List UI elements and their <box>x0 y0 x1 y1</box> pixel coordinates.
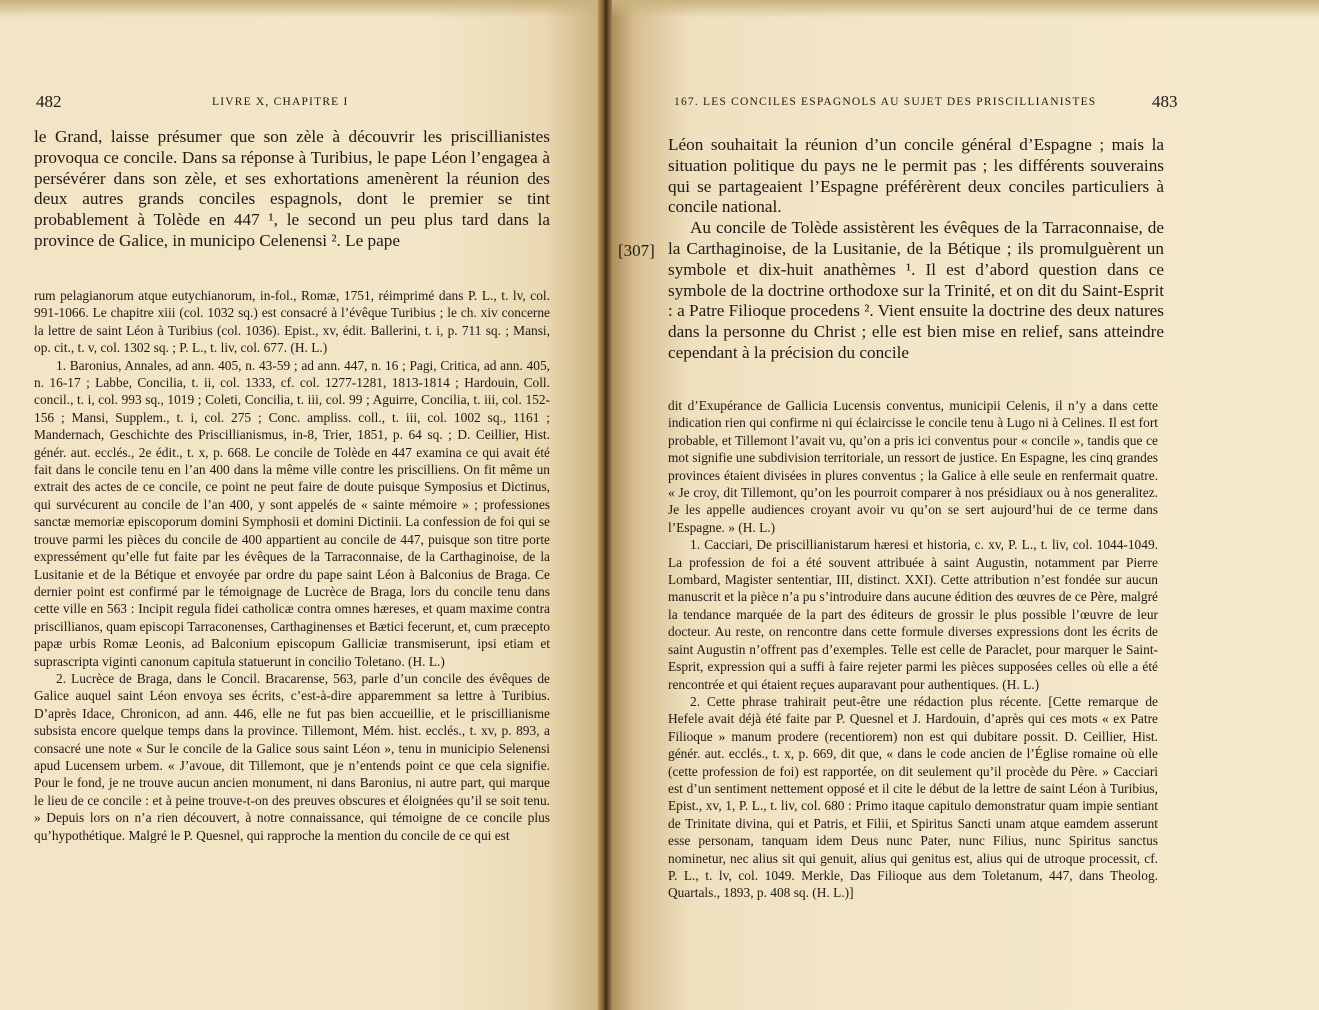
footnote-2: 2. Lucrèce de Braga, dans le Concil. Bracarense, 563, parle d’un concile des évêques de Galice auquel saint Léon envoya ses écrits, c’est-à-dire apparemment sa lettre à Turibius. D’après Idace, Chronicon, ad ann. 446, elle ne fut pas bien accueillie, et le priscillianisme subsista encore quelque temps dans la province. Tillemont, Mém. hist. ecclés., t. xv, p. 893, a consacré une note « Sur le concile de la Galice sous saint Léon », tenu in municipio Selenensi apud Lucensem urbem. « J’avoue, dit Tillemont, que je n’entends point ce que cela signifie. Pour le fond, je ne trouve aucun ancien monument, ni dans Baronius, ni autre part, qui marque le lieu de ce concile : et à peine trouve-t-on des preuves obscures et éloignées qu’il se soit tenu. » Depuis lors on n’a rien découvert, à notre connaissance, qui témoigne de ce concile plus qu’hypothétique. Malgré le P. Quesnel, qui rapproche la mention du concile de ce qui est <box>34 670 550 843</box>
body-paragraph: Léon souhaitait la réunion d’un concile général d’Espagne ; mais la situation politique du pays ne le permit pas ; les différents souverains qui se partageaient l’Espagne préférèrent deux conciles particuliers à concile national. <box>668 135 1164 217</box>
marginal-page-ref: [307] <box>618 241 655 260</box>
book-gutter <box>598 0 612 1010</box>
running-head-left: LIVRE X, CHAPITRE I <box>212 96 349 108</box>
footnote-1: 1. Baronius, Annales, ad ann. 405, n. 43-59 ; ad ann. 447, n. 16 ; Pagi, Critica, ad ann. 405, n. 16-17 ; Labbe, Concilia, t. ii, col. 1333, cf. col. 1277-1281, 1813-1814 ; Hardouin, Coll. concil., t. i, col. 993 sq., 1019 ; Coleti, Concilia, t. iii, col. 99 ; Aguirre, Concilia, t. iii, col. 152-156 ; Mansi, Supplem., t. i, col. 275 ; Conc. ampliss. coll., t. iii, col. 1002 sq., 1161 ; Mandernach, Geschichte des Priscillianismus, in-8, Trier, 1851, p. 64 sq. ; D. Ceillier, Hist. génér. aut. ecclés., 2e édit., t. x, p. 668. Le concile de Tolède en 447 examina ce qui avait été fait dans le concile tenu en l’an 400 dans la même ville contre les priscilliens. On fit même un extrait des actes de ce concile, ce point ne peut faire de doute puisque Symposius et Dictinus, qui survécurent au concile de l’an 400, y sont appelés de « sainte mémoire » ; professiones sanctæ memoriæ episcoporum domini Symphosii et domini Dictinii. La confession de foi qui se trouve parmi les pièces du concile de 400 appartient au concile de 447, puisque son titre porte expressément qu’elle fut faite par les évêques de la Tarraconnaise, de la Carthaginoise, de la Lusitanie et de la Bétique et envoyée par ordre du pape saint Léon à Balconius de Braga. Ce dernier point est confirmé par le témoignage de Lucrèce de Braga, lors du concile tenu dans cette ville en 563 : Incipit regula fidei catholicæ contra omnes hæreses, et quam maxime contra priscillianos, quam episcopi Tarraconenses, Carthaginenses et Bætici fecerunt, et, cum præcepto papæ urbis Romæ Leonis, ad Balconium episcopum Galliciæ transmiserunt, ipsi etiam et suprascripta viginti canonum capitula statuerunt in concilio Toletano. (H. L.) <box>34 357 550 669</box>
footnotes-left <box>34 287 550 844</box>
body-text-right <box>668 135 1164 364</box>
page-number-right: 483 <box>1152 92 1178 111</box>
footnotes-right <box>668 397 1158 902</box>
page-number-left: 482 <box>36 92 62 111</box>
running-head-right: 167. LES CONCILES ESPAGNOLS AU SUJET DES PRISCILLIANISTES <box>674 96 1097 108</box>
body-paragraph: le Grand, laisse présumer que son zèle à découvrir les priscillianistes provoqua ce concile. Dans sa réponse à Turibius, le pape Léon l’engagea à persévérer dans son zèle, et ses exhortations amenèrent la réunion des deux autres grands conciles espagnols, dont le premier se tint probablement à Tolède en 447 ¹, le second un peu plus tard dans la province de Galice, in municipo Celenensi ². Le pape <box>34 127 550 250</box>
footnote-1: 1. Cacciari, De priscillianistarum hæresi et historia, c. xv, P. L., t. liv, col. 1044-1049. La profession de foi a été souvent attribuée à saint Augustin, notamment par Pierre Lombard, Magister sententiar, III, distinct. XXI). Cette attribution n’est fondée sur aucun manuscrit et la pièce n’a pu s’introduire dans aucune édition des œuvres de ce Père, malgré la tendance marquée de la part des éditeurs de grossir le plus possible l’œuvre de leur docteur. Au reste, on rencontre dans cette formule diverses expressions dont les écrits de saint Augustin n’offrent pas d’exemples. Telle est celle de Paraclet, pour marquer le Saint-Esprit, expression qui a suffi à faire rejeter parmi les pièces supposées celles où elle a été rencontrée et qui étaient reçues auparavant pour authentiques. (H. L.) <box>668 537 1158 692</box>
footnote-2: 2. Cette phrase trahirait peut-être une rédaction plus récente. [Cette remarque de Hefele avait déjà été faite par P. Quesnel et J. Hardouin, d’après qui ces mots « ex Patre Filioque » manum prodere (recentiorem) non est qui dubitare possit. D. Ceillier, Hist. génér. aut. ecclés., t. x, p. 669, dit que, « dans le code ancien de l’Église romaine où elle (cette profession de foi) est rapportée, on dit seulement qu’il procède du Père. » Cacciari est d’un sentiment nettement opposé et il cite le début de la lettre de saint Léon à Turibius, Epist., xv, 1, P. L., t. liv, col. 680 : Primo itaque capitulo demonstratur quam impie sentiant de Trinitate divina, qui et Patris, et Filii, et Spiritus Sancti unam atque eamdem asserunt esse personam, tanquam idem Deus nunc Pater, nunc Filius, nunc Spiritus sanctus nominetur, nec alius sit qui genuit, alius qui genitus est, alius qui de utroque processit, cf. P. L., t. lv, col. 1049. Merkle, Das Filioque aus dem Toletanum, 447, dans Theolog. Quartals., 1893, p. 408 sq. (H. L.)] <box>668 693 1158 901</box>
body-text-left <box>34 127 550 252</box>
footnote-continuation: rum pelagianorum atque eutychianorum, in-fol., Romæ, 1751, réimprimé dans P. L., t. lv, col. 991-1066. Le chapitre xiii (col. 1032 sq.) est consacré à l’évêque Turibius ; le ch. xiv concerne la lettre de saint Léon à Turibius (col. 1036). Epist., xv, édit. Ballerini, t. i, p. 711 sq. ; Mansi, op. cit., t. v, col. 1302 sq. ; P. L., t. liv, col. 677. (H. L.) <box>34 288 550 356</box>
right-page <box>606 0 1319 1010</box>
left-page <box>0 0 604 1010</box>
footnote-continuation: dit d’Exupérance de Gallicia Lucensis conventus, municipii Celenis, il n’y a dans cette indication rien qui confirme ni qui éclaircisse le concile tenu à Lugo ni à Celines. Il est fort probable, et Tillemont l’avait vu, qu’on a pris ici conventus pour « concile », tandis que ce mot signifie une subdivision territoriale, un ressort de justice. En Espagne, les cinq grandes provinces étaient divisées in plures conventus ; la Galice à elle seule en renfermait quatre. « Je croy, dit Tillemont, qu’on les pourroit comparer à nos présidiaux ou à nos generalitez. Je les appelle audiences croyant avoir vu qu’on se sert aujourd’hui de ce terme dans l’Espagne. » (H. L.) <box>668 398 1158 535</box>
body-paragraph: Au concile de Tolède assistèrent les évêques de la Tarraconnaise, de la Carthaginoise, de la Lusitanie, de la Bétique ; ils promulguèrent un symbole et dix-huit anathèmes ¹. Il est d’abord question dans ce symbole de la doctrine orthodoxe sur la Trinité, et on dit du Saint-Esprit : a Patre Filioque procedens ². Vient ensuite la doctrine des deux natures dans la personne du Christ ; elle est bien mise en relief, sans atteindre cependant à la précision du concile <box>668 218 1164 362</box>
